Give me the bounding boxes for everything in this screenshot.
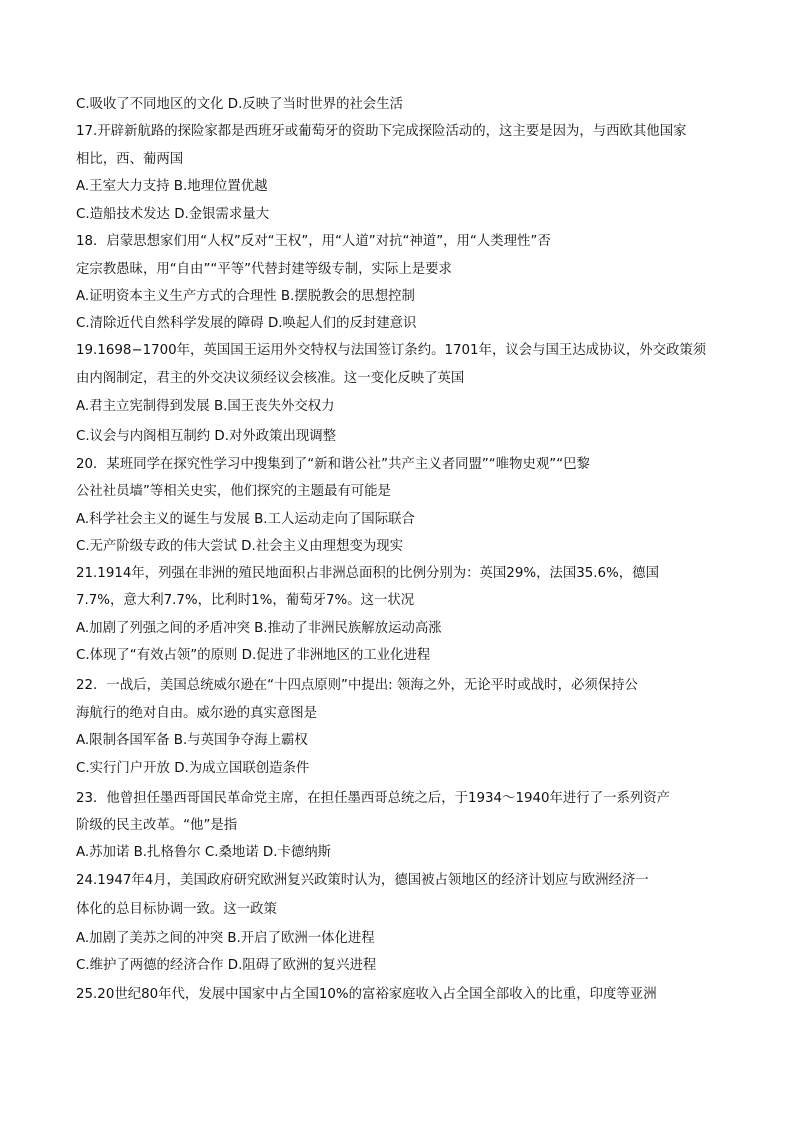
- text-line: 7.7%，意大利7.7%，比利时1%，葡萄牙7%。这一状况: [76, 593, 415, 608]
- question-19: 19.1698−1700年，英国国王运用外交特权与法国签订条约。1701年，议会与国王达成协议，外交政策须: [76, 343, 707, 358]
- option-line: C.造船技术发达 D.金银需求量大: [76, 207, 270, 222]
- text-line: 由内阁制定，君主的外交决议须经议会核准。这一变化反映了英国: [76, 371, 465, 386]
- option-line: C.议会与内阁相互制约 D.对外政策出现调整: [76, 429, 337, 444]
- option-line: C.实行门户开放 D.为成立国联创造条件: [76, 761, 310, 776]
- question-21: 21.1914年，列强在非洲的殖民地面积占非洲总面积的比例分别为：英国29%，法国35.6%，德国: [76, 566, 659, 581]
- question-18: 18．启蒙思想家们用“人权”反对“王权”，用“人道”对抗“神道”，用“人类理性”否: [76, 234, 551, 249]
- question-20: 20．某班同学在探究性学习中搜集到了“新和谐公社”共产主义者同盟”“唯物史观”“巴黎: [76, 457, 590, 472]
- text-line: 公社社员墙”等相关史实，他们探究的主题最有可能是: [76, 484, 391, 499]
- option-line: A.君主立宪制得到发展 B.国王丧失外交权力: [76, 399, 335, 414]
- option-line: A.王室大力支持 B.地理位置优越: [76, 179, 268, 194]
- text-line: 海航行的绝对自由。威尔逊的真实意图是: [76, 706, 318, 721]
- text-line: 体化的总目标协调一致。这一政策: [76, 902, 277, 917]
- option-line: C.清除近代自然科学发展的障碍 D.唤起人们的反封建意识: [76, 316, 417, 331]
- question-24: 24.1947年4月，美国政府研究欧洲复兴政策时认为，德国被占领地区的经济计划应与欧洲经济一: [76, 873, 649, 888]
- option-line: C.无产阶级专政的伟大尝试 D.社会主义由理想变为现实: [76, 539, 404, 554]
- question-25: 25.20世纪80年代，发展中国家中占全国10%的富裕家庭收入占全国全部收入的比重，印度等亚洲: [76, 987, 657, 1002]
- text-line: 相比，西、葡两国: [76, 152, 184, 167]
- question-23: 23．他曾担任墨西哥国民革命党主席，在担任墨西哥总统之后，于1934～1940年进行了一系列资产: [76, 791, 671, 806]
- option-line: A.苏加诺 B.扎格鲁尔 C.桑地诺 D.卡德纳斯: [76, 845, 332, 860]
- option-line: A.加剧了列强之间的矛盾冲突 B.推动了非洲民族解放运动高涨: [76, 621, 442, 636]
- option-line: A.证明资本主义生产方式的合理性 B.摆脱教会的思想控制: [76, 289, 415, 304]
- option-line: C.体现了“有效占领”的原则 D.促进了非洲地区的工业化进程: [76, 648, 431, 663]
- option-line: C.维护了两德的经济合作 D.阻碍了欧洲的复兴进程: [76, 958, 377, 973]
- question-17: 17.开辟新航路的探险家都是西班牙或葡萄牙的资助下完成探险活动的，这主要是因为，与西欧其他国家: [76, 124, 687, 139]
- option-line: A.加剧了美苏之间的冲突 B.开启了欧洲一体化进程: [76, 931, 375, 946]
- text-line: C.吸收了不同地区的文化 D.反映了当时世界的社会生活: [76, 97, 404, 112]
- option-line: A.限制各国军备 B.与英国争夺海上霸权: [76, 733, 308, 748]
- text-line: 定宗教愚昧，用“自由”“平等”代替封建等级专制，实际上是要求: [76, 262, 452, 277]
- text-line: 阶级的民主改革。“他”是指: [76, 818, 238, 833]
- option-line: A.科学社会主义的诞生与发展 B.工人运动走向了国际联合: [76, 512, 415, 527]
- question-22: 22．一战后，美国总统威尔逊在“十四点原则”中提出: 领海之外，无论平时或战时，必须保持公: [76, 678, 638, 693]
